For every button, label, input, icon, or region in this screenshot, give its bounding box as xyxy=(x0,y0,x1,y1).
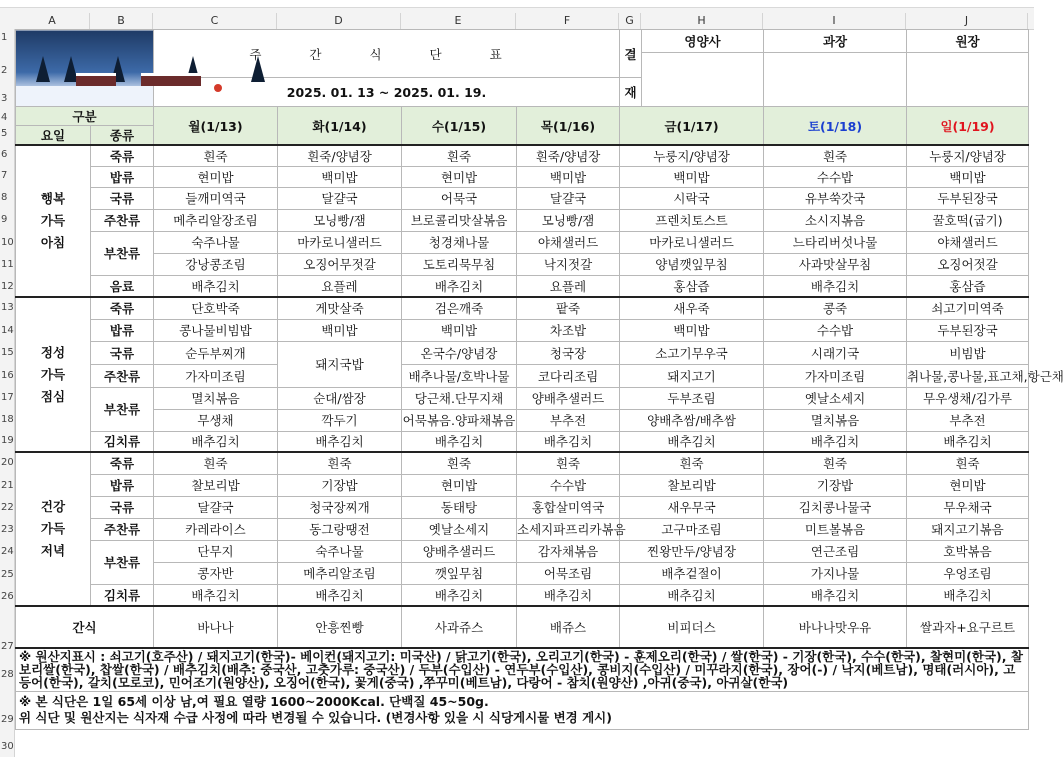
nutrition-line-2: 위 식단 및 원산지는 식자재 수급 사정에 따라 변경될 수 있습니다. (변경사항 있을 시 식당게시물 변경 게시) xyxy=(19,710,612,725)
menu-cell[interactable]: 현미밥 xyxy=(402,166,517,187)
menu-cell[interactable]: 가자미조림 xyxy=(764,364,907,387)
menu-cell[interactable]: 흰죽 xyxy=(402,145,517,166)
menu-cell[interactable]: 달걀국 xyxy=(517,187,620,209)
menu-cell[interactable]: 가자미조림 xyxy=(154,364,278,387)
menu-cell[interactable]: 배추김치 xyxy=(402,584,517,606)
day-header-fri: 금(1/17) xyxy=(620,107,764,146)
menu-cell[interactable]: 유부쑥갓국 xyxy=(764,187,907,209)
snack-label: 간식 xyxy=(16,606,154,648)
menu-cell[interactable]: 가지나물 xyxy=(764,562,907,584)
menu-cell[interactable]: 달걀국 xyxy=(154,496,278,518)
row-header-bar xyxy=(0,29,15,757)
menu-cell[interactable]: 옛날소세지 xyxy=(402,518,517,540)
menu-cell[interactable]: 수수밥 xyxy=(764,166,907,187)
menu-cell[interactable]: 청국장찌개 xyxy=(278,496,402,518)
date-range: 2025. 01. 13 ~ 2025. 01. 19. xyxy=(154,78,620,107)
lunch-label-text: 정성 가득 점심 xyxy=(40,344,66,404)
kind-cell: 밥류 xyxy=(91,474,154,496)
column-g-header[interactable]: G xyxy=(619,13,641,29)
kind-cell: 밥류 xyxy=(91,166,154,187)
menu-cell[interactable]: 브로콜리맛살볶음 xyxy=(402,209,517,231)
row-header[interactable]: 5 xyxy=(1,128,8,139)
menu-cell[interactable]: 배추김치 xyxy=(620,431,764,452)
menu-cell[interactable]: 백미밥 xyxy=(278,166,402,187)
menu-cell[interactable]: 동그랑땡전 xyxy=(278,518,402,540)
menu-cell[interactable]: 흰죽/양념장 xyxy=(278,145,402,166)
menu-cell[interactable]: 현미밥 xyxy=(154,166,278,187)
menu-cell[interactable]: 새우죽 xyxy=(620,297,764,319)
menu-cell[interactable]: 누룽지/양념장 xyxy=(907,145,1029,166)
menu-cell[interactable]: 온국수/양념장 xyxy=(402,341,517,364)
column-e-header[interactable]: E xyxy=(401,13,516,29)
menu-cell[interactable]: 숙주나물 xyxy=(278,540,402,562)
snack-cell[interactable]: 배쥬스 xyxy=(517,606,620,648)
row-header[interactable]: 21 xyxy=(1,480,14,491)
kind-cell: 죽류 xyxy=(91,145,154,166)
snack-cell[interactable]: 비피더스 xyxy=(620,606,764,648)
menu-cell[interactable]: 모닝빵/잼 xyxy=(278,209,402,231)
menu-cell[interactable]: 무우생채/김가루 xyxy=(907,387,1029,409)
row-header[interactable]: 7 xyxy=(1,170,8,181)
kind-cell: 죽류 xyxy=(91,452,154,474)
menu-cell[interactable]: 배추김치 xyxy=(154,584,278,606)
kind-cell: 부찬류 xyxy=(91,387,154,431)
menu-cell[interactable]: 배추김치 xyxy=(517,431,620,452)
day-header-wed: 수(1/15) xyxy=(402,107,517,146)
menu-sheet xyxy=(15,29,1064,745)
menu-cell[interactable]: 낙지젓갈 xyxy=(517,253,620,275)
menu-cell[interactable]: 수수밥 xyxy=(764,319,907,341)
row-header[interactable]: 18 xyxy=(1,414,14,425)
row-header[interactable]: 24 xyxy=(1,546,14,557)
menu-cell[interactable]: 쇠고기미역죽 xyxy=(907,297,1029,319)
menu-cell[interactable]: 홍삼즙 xyxy=(620,275,764,297)
kind-cell: 국류 xyxy=(91,187,154,209)
nutrition-note xyxy=(16,691,1029,729)
group-header: 구분 xyxy=(16,107,154,126)
signature-box-director[interactable] xyxy=(907,53,1029,107)
menu-cell[interactable]: 순두부찌개 xyxy=(154,341,278,364)
menu-cell[interactable]: 옛날소세지 xyxy=(764,387,907,409)
menu-cell[interactable]: 요플레 xyxy=(278,275,402,297)
row-header[interactable]: 20 xyxy=(1,457,14,468)
row-header[interactable]: 30 xyxy=(1,741,14,752)
menu-cell[interactable]: 배추김치 xyxy=(764,275,907,297)
menu-cell[interactable]: 흰죽 xyxy=(154,145,278,166)
menu-cell[interactable]: 비빔밥 xyxy=(907,341,1029,364)
menu-cell[interactable]: 요플레 xyxy=(517,275,620,297)
menu-cell[interactable]: 어묵조림 xyxy=(517,562,620,584)
menu-cell[interactable]: 찰보리밥 xyxy=(620,474,764,496)
meal-label-lunch xyxy=(16,297,91,452)
origin-note: ※ 원산지표시 : 쇠고기(호주산) / 돼지고기(한국)- 베이컨(돼지고기: 미국산) / 닭고기(한국), 오리고기(한국) - 훈제오리(한국) / 쌀(한국) - 기장(한국), 수수(한국), 찰현미(한국), 찰보리쌀(한국), 찹쌀(한국) / 배추김치(배추: 중국산, 고춧가루: 중국산) / 두부(수입산) - 연두부(수입산), 콩비지(수입산) / 미꾸라지(한국), 장어(-) / 낙지(베트남), 명태(러시아), 고등어(한국), 갈치(모로코), 민어조기(원양산), 오징어(한국), 꽃게(중국) ,쭈꾸미(베트남), 다랑어 - 참치(원양산) ,아귀(중국), 아귀살(한국) xyxy=(16,648,1029,691)
row-header[interactable]: 23 xyxy=(1,524,14,535)
menu-cell[interactable]: 배추김치 xyxy=(907,431,1029,452)
menu-cell[interactable]: 배추김치 xyxy=(402,431,517,452)
menu-cell[interactable]: 감자채볶음 xyxy=(517,540,620,562)
menu-cell[interactable]: 사과맛살무침 xyxy=(764,253,907,275)
menu-cell[interactable]: 흰죽 xyxy=(907,452,1029,474)
menu-cell[interactable]: 미트볼볶음 xyxy=(764,518,907,540)
menu-cell[interactable]: 배추김치 xyxy=(907,584,1029,606)
menu-cell[interactable]: 두부조림 xyxy=(620,387,764,409)
menu-cell[interactable]: 호박볶음 xyxy=(907,540,1029,562)
menu-cell[interactable]: 배추김치 xyxy=(764,431,907,452)
menu-cell[interactable]: 꿀호떡(굽기) xyxy=(907,209,1029,231)
menu-cell[interactable]: 양배추쌈/배추쌈 xyxy=(620,409,764,431)
snack-cell[interactable]: 바나나맛우유 xyxy=(764,606,907,648)
menu-cell[interactable]: 돼지국밥 xyxy=(278,341,402,387)
house-shape xyxy=(141,73,201,86)
menu-cell[interactable]: 두부된장국 xyxy=(907,319,1029,341)
menu-cell[interactable]: 카레라이스 xyxy=(154,518,278,540)
menu-cell[interactable]: 새우무국 xyxy=(620,496,764,518)
menu-cell[interactable]: 현미밥 xyxy=(402,474,517,496)
menu-cell[interactable]: 부추전 xyxy=(517,409,620,431)
empty-row[interactable] xyxy=(16,729,1029,745)
tree-shape xyxy=(251,56,265,82)
menu-cell[interactable]: 백미밥 xyxy=(907,166,1029,187)
kind-cell: 김치류 xyxy=(91,584,154,606)
row-header[interactable]: 6 xyxy=(1,149,8,160)
menu-cell[interactable]: 오징어젓갈 xyxy=(907,253,1029,275)
row-header[interactable]: 3 xyxy=(1,93,8,104)
menu-cell[interactable]: 순대/쌈장 xyxy=(278,387,402,409)
row-header[interactable]: 27 xyxy=(1,641,14,652)
menu-cell[interactable]: 배추김치 xyxy=(517,584,620,606)
row-header[interactable]: 14 xyxy=(1,325,14,336)
row-header[interactable]: 1 xyxy=(1,32,8,43)
menu-cell[interactable]: 흰죽 xyxy=(154,452,278,474)
menu-cell[interactable]: 소고기무우국 xyxy=(620,341,764,364)
column-a-header[interactable]: A xyxy=(15,13,90,29)
row-header[interactable]: 2 xyxy=(1,65,8,76)
menu-cell[interactable]: 백미밥 xyxy=(620,166,764,187)
day-header-sat: 토(1/18) xyxy=(764,107,907,146)
row-header[interactable]: 22 xyxy=(1,502,14,513)
menu-cell[interactable]: 메추리알장조림 xyxy=(154,209,278,231)
menu-cell[interactable]: 메추리알조림 xyxy=(278,562,402,584)
approver-manager: 과장 xyxy=(764,30,907,53)
menu-cell[interactable]: 배추김치 xyxy=(278,584,402,606)
weekly-menu-table xyxy=(15,29,1064,745)
signature-box-dietitian[interactable] xyxy=(642,53,764,107)
snack-cell[interactable]: 사과쥬스 xyxy=(402,606,517,648)
row-header[interactable]: 29 xyxy=(1,714,14,725)
menu-cell[interactable]: 고구마조림 xyxy=(620,518,764,540)
menu-cell[interactable]: 찰보리밥 xyxy=(154,474,278,496)
kind-cell: 주찬류 xyxy=(91,364,154,387)
approval-label-bottom: 재 xyxy=(620,78,642,107)
menu-cell[interactable]: 콩나물비빔밥 xyxy=(154,319,278,341)
menu-cell[interactable]: 단호박죽 xyxy=(154,297,278,319)
menu-cell[interactable]: 달걀국 xyxy=(278,187,402,209)
signature-box-manager[interactable] xyxy=(764,53,907,107)
approver-dietitian: 영양사 xyxy=(642,30,764,53)
menu-title: 주 간 식 단 표 xyxy=(154,30,620,78)
menu-cell[interactable]: 돼지고기 xyxy=(620,364,764,387)
house-shape xyxy=(76,73,116,86)
menu-cell[interactable]: 배추김치 xyxy=(764,584,907,606)
column-f-header[interactable]: F xyxy=(516,13,619,29)
kind-cell: 국류 xyxy=(91,341,154,364)
menu-cell[interactable]: 기장밥 xyxy=(764,474,907,496)
column-d-header[interactable]: D xyxy=(277,13,401,29)
day-column-header: 요일 xyxy=(16,126,91,146)
menu-cell[interactable]: 홍삼즙 xyxy=(907,275,1029,297)
menu-cell[interactable]: 수수밥 xyxy=(517,474,620,496)
menu-cell[interactable]: 멸치볶음 xyxy=(154,387,278,409)
row-header[interactable]: 9 xyxy=(1,214,8,225)
winter-scene-image xyxy=(16,30,154,107)
menu-cell[interactable]: 부추전 xyxy=(907,409,1029,431)
snack-cell[interactable]: 안흥찐빵 xyxy=(278,606,402,648)
kind-cell: 부찬류 xyxy=(91,540,154,584)
menu-cell[interactable]: 야채샐러드 xyxy=(517,231,620,253)
column-i-header[interactable]: I xyxy=(763,13,906,29)
meal-label-breakfast xyxy=(16,145,91,297)
menu-cell[interactable]: 동태탕 xyxy=(402,496,517,518)
menu-cell[interactable]: 코다리조림 xyxy=(517,364,620,387)
menu-cell[interactable]: 양배추샐러드 xyxy=(517,387,620,409)
menu-cell[interactable]: 흰죽 xyxy=(620,452,764,474)
menu-cell[interactable]: 깍두기 xyxy=(278,409,402,431)
kind-cell: 주찬류 xyxy=(91,209,154,231)
menu-cell[interactable]: 느타리버섯나물 xyxy=(764,231,907,253)
menu-cell[interactable]: 청국장 xyxy=(517,341,620,364)
menu-cell[interactable]: 무생채 xyxy=(154,409,278,431)
red-lantern xyxy=(214,84,222,92)
menu-cell[interactable]: 백미밥 xyxy=(620,319,764,341)
menu-cell[interactable]: 프렌치토스트 xyxy=(620,209,764,231)
menu-cell[interactable]: 멸치볶음 xyxy=(764,409,907,431)
row-header[interactable]: 12 xyxy=(1,281,14,292)
menu-cell[interactable]: 무우채국 xyxy=(907,496,1029,518)
sheet-tab-strip xyxy=(0,0,1034,8)
day-header-tue: 화(1/14) xyxy=(278,107,402,146)
kind-cell: 국류 xyxy=(91,496,154,518)
menu-cell[interactable]: 흰죽 xyxy=(764,145,907,166)
column-c-header[interactable]: C xyxy=(153,13,277,29)
menu-cell[interactable]: 어묵볶음.양파채볶음 xyxy=(402,409,517,431)
menu-cell[interactable]: 마카로니샐러드 xyxy=(278,231,402,253)
row-header[interactable]: 8 xyxy=(1,192,8,203)
menu-cell[interactable]: 숙주나물 xyxy=(154,231,278,253)
menu-cell[interactable]: 두부된장국 xyxy=(907,187,1029,209)
menu-cell[interactable]: 도토리묵무침 xyxy=(402,253,517,275)
menu-cell[interactable]: 오징어무젓갈 xyxy=(278,253,402,275)
column-b-header[interactable]: B xyxy=(90,13,153,29)
column-h-header[interactable]: H xyxy=(641,13,763,29)
menu-cell[interactable]: 소세지파프리카볶음 xyxy=(517,518,620,540)
menu-cell[interactable]: 배추김치 xyxy=(402,275,517,297)
menu-cell[interactable]: 콩자반 xyxy=(154,562,278,584)
row-header[interactable]: 28 xyxy=(1,669,14,680)
menu-cell[interactable]: 찐왕만두/양념장 xyxy=(620,540,764,562)
row-header[interactable]: 10 xyxy=(1,237,14,248)
dinner-label-text: 건강 가득 저녁 xyxy=(40,499,66,558)
row-header[interactable]: 13 xyxy=(1,302,14,313)
menu-cell[interactable]: 백미밥 xyxy=(278,319,402,341)
snack-cell[interactable]: 쌀과자+요구르트 xyxy=(907,606,1029,648)
snack-cell[interactable]: 바나나 xyxy=(154,606,278,648)
menu-cell[interactable]: 모닝빵/잼 xyxy=(517,209,620,231)
menu-cell[interactable]: 강낭콩조림 xyxy=(154,253,278,275)
nutrition-line-1: ※ 본 식단은 1일 65세 이상 남,여 필요 열량 1600~2000Kcal. 단백질 45~50g. xyxy=(19,694,489,709)
menu-cell[interactable]: 흰죽/양념장 xyxy=(517,145,620,166)
menu-cell[interactable]: 배추김치 xyxy=(620,584,764,606)
menu-cell[interactable]: 양배추샐러드 xyxy=(402,540,517,562)
row-header[interactable]: 17 xyxy=(1,392,14,403)
menu-cell[interactable]: 백미밥 xyxy=(402,319,517,341)
menu-cell[interactable]: 흰죽 xyxy=(764,452,907,474)
kind-cell: 주찬류 xyxy=(91,518,154,540)
row-header[interactable]: 11 xyxy=(1,259,14,270)
menu-cell[interactable]: 흰죽 xyxy=(278,452,402,474)
menu-cell[interactable]: 누룽지/양념장 xyxy=(620,145,764,166)
tree-shape xyxy=(36,56,50,82)
kind-cell: 김치류 xyxy=(91,431,154,452)
menu-cell[interactable]: 시락국 xyxy=(620,187,764,209)
menu-cell[interactable]: 검은깨죽 xyxy=(402,297,517,319)
column-header-bar xyxy=(0,0,1034,30)
menu-cell[interactable]: 게맛살죽 xyxy=(278,297,402,319)
menu-cell[interactable]: 당근채.단무지채 xyxy=(402,387,517,409)
menu-cell[interactable]: 배추나물/호박나물 xyxy=(402,364,517,387)
breakfast-label-text: 행복 가득 아침 xyxy=(40,191,66,250)
menu-cell[interactable]: 백미밥 xyxy=(517,166,620,187)
row-header[interactable]: 19 xyxy=(1,435,14,446)
kind-cell: 밥류 xyxy=(91,319,154,341)
row-header[interactable]: 4 xyxy=(1,112,8,123)
column-j-header[interactable]: J xyxy=(906,13,1028,29)
menu-cell[interactable]: 현미밥 xyxy=(907,474,1029,496)
row-header[interactable]: 16 xyxy=(1,370,14,381)
menu-cell[interactable]: 들깨미역국 xyxy=(154,187,278,209)
row-header[interactable]: 26 xyxy=(1,591,14,602)
menu-cell[interactable]: 시래기국 xyxy=(764,341,907,364)
menu-cell[interactable]: 김치콩나물국 xyxy=(764,496,907,518)
menu-cell[interactable]: 취나물,콩나물,표고채,항근채 xyxy=(907,364,1029,387)
menu-cell[interactable]: 흰죽 xyxy=(517,452,620,474)
menu-cell[interactable]: 배추겉절이 xyxy=(620,562,764,584)
menu-cell[interactable]: 마카로니샐러드 xyxy=(620,231,764,253)
kind-cell: 음료 xyxy=(91,275,154,297)
kind-column-header: 종류 xyxy=(91,126,154,146)
approval-label-top: 결 xyxy=(620,30,642,78)
day-header-thu: 목(1/16) xyxy=(517,107,620,146)
day-header-sun: 일(1/19) xyxy=(907,107,1029,146)
menu-cell[interactable]: 연근조림 xyxy=(764,540,907,562)
menu-cell[interactable]: 어묵국 xyxy=(402,187,517,209)
menu-cell[interactable]: 팥죽 xyxy=(517,297,620,319)
snow-ground xyxy=(16,86,153,106)
menu-cell[interactable]: 양념깻잎무침 xyxy=(620,253,764,275)
menu-cell[interactable]: 기장밥 xyxy=(278,474,402,496)
menu-cell[interactable]: 홍합살미역국 xyxy=(517,496,620,518)
menu-cell[interactable]: 야채샐러드 xyxy=(907,231,1029,253)
menu-cell[interactable]: 배추김치 xyxy=(154,275,278,297)
menu-cell[interactable]: 콩죽 xyxy=(764,297,907,319)
kind-cell: 죽류 xyxy=(91,297,154,319)
menu-cell[interactable]: 청경채나물 xyxy=(402,231,517,253)
row-header[interactable]: 25 xyxy=(1,569,14,580)
menu-cell[interactable]: 차조밥 xyxy=(517,319,620,341)
menu-cell[interactable]: 우엉조림 xyxy=(907,562,1029,584)
menu-cell[interactable]: 단무지 xyxy=(154,540,278,562)
menu-cell[interactable]: 돼지고기볶음 xyxy=(907,518,1029,540)
menu-cell[interactable]: 흰죽 xyxy=(402,452,517,474)
day-header-mon: 월(1/13) xyxy=(154,107,278,146)
menu-cell[interactable]: 배추김치 xyxy=(154,431,278,452)
approver-director: 원장 xyxy=(907,30,1029,53)
menu-cell[interactable]: 배추김치 xyxy=(278,431,402,452)
row-header[interactable]: 15 xyxy=(1,347,14,358)
meal-label-dinner xyxy=(16,452,91,606)
kind-cell: 부찬류 xyxy=(91,231,154,275)
menu-cell[interactable]: 소시지볶음 xyxy=(764,209,907,231)
menu-cell[interactable]: 깻잎무침 xyxy=(402,562,517,584)
